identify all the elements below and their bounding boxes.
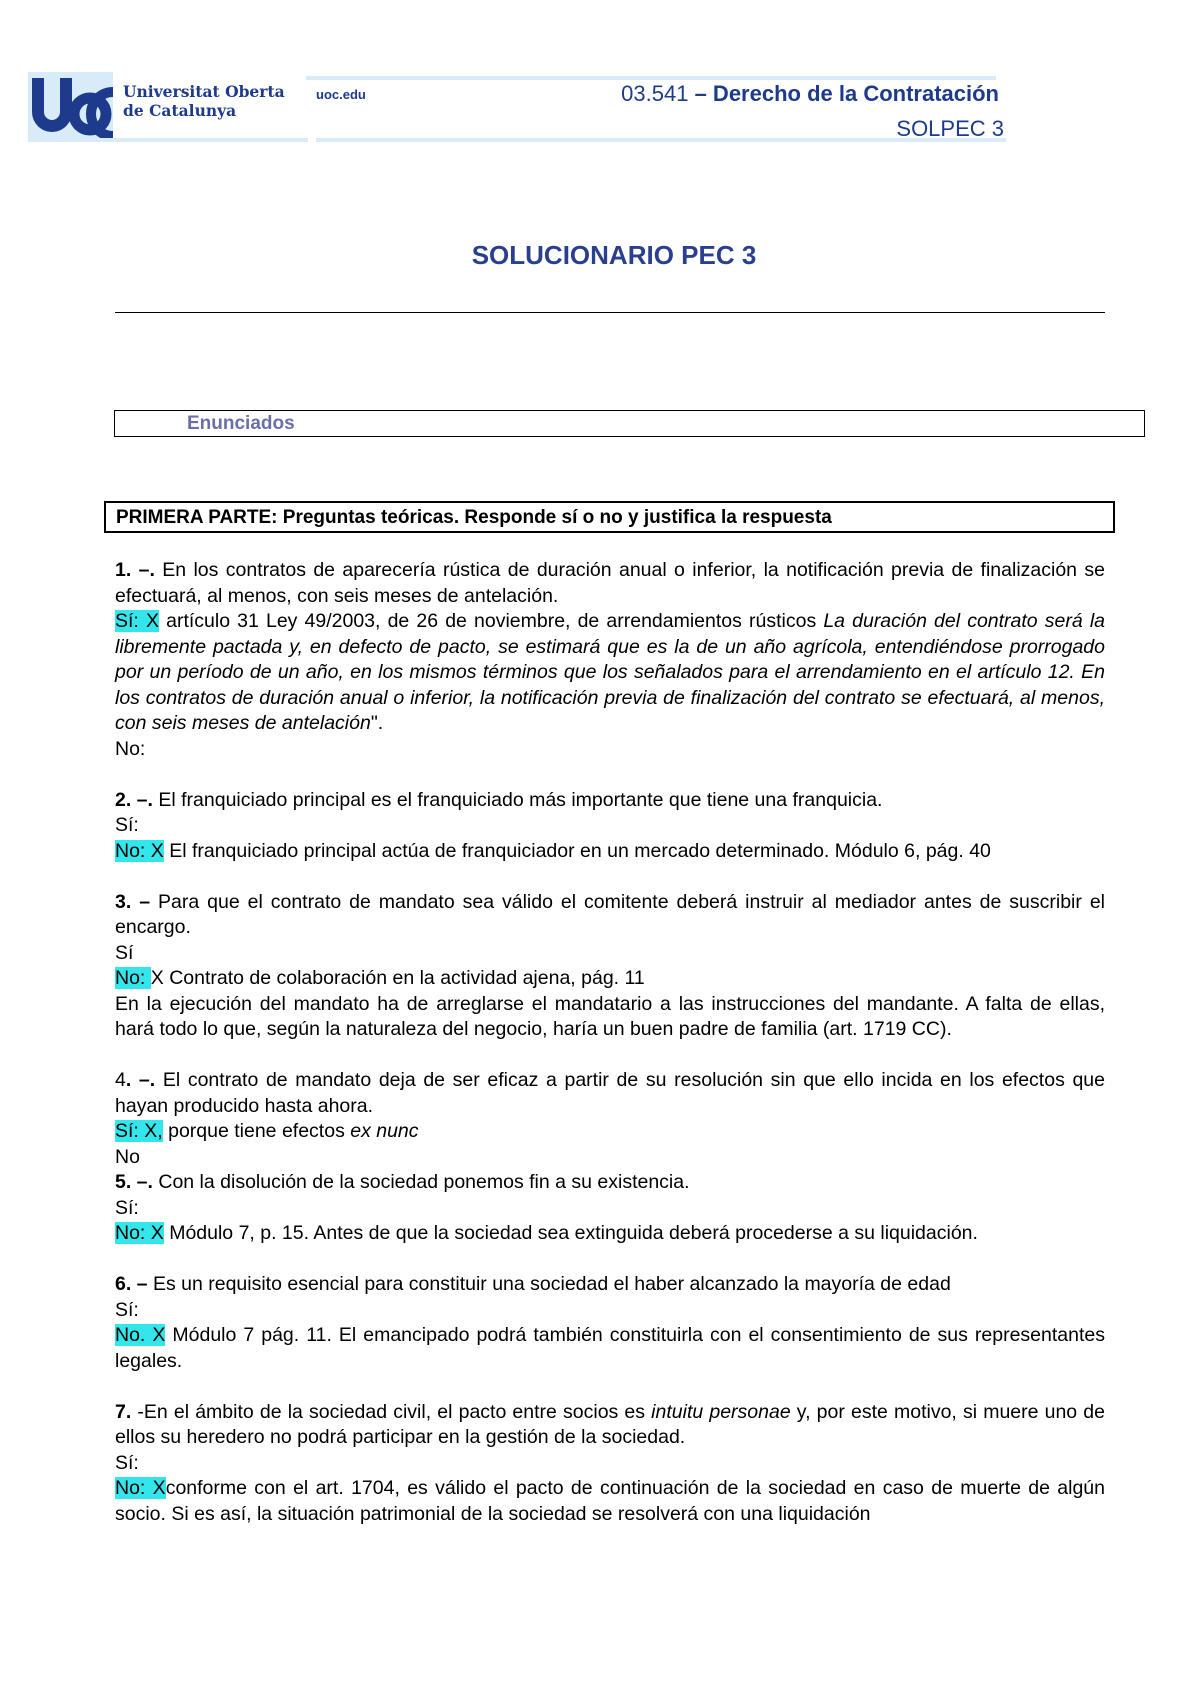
header-bar-top [306,76,996,80]
section-box [114,410,1145,437]
questions-content [115,558,1105,1527]
uoc-logo-icon [28,72,113,142]
answer-1-no: No: [115,737,146,760]
page-title: SOLUCIONARIO PEC 3 [471,240,757,270]
answer-3-no: No: X Contrato de colaboración en la actividad ajena, pág. 11 [115,967,645,989]
answer-4-si: Sí: X, porque tiene efectos ex nunc [115,1120,419,1142]
uoc-url-link[interactable]: uoc.edu [316,87,366,102]
part-heading-box [104,501,1115,533]
answer-5-si: Sí: [115,1196,139,1219]
answer-2-si: Sí: [115,814,139,836]
answer-7-no: No: Xconforme con el art. 1704, es válido el pacto de continuación de la sociedad en caso de muerte de algún socio. Si es así, la situación patrimonial de la sociedad se resolverá con una liquidación [115,1477,1105,1525]
question-7: 7. -En el ámbito de la sociedad civil, el pacto entre socios es intuitu personae y, por este motivo, si muere uno de ellos su heredero no podrá participar en la gestión de la sociedad. [115,1400,1105,1448]
university-name: Universitat Oberta de Catalunya [123,82,285,120]
document-code: SOLPEC 3 [896,116,1004,141]
question-3: 3. – Para que el contrato de mandato sea válido el comitente deberá instruir al mediador antes de suscribir el encargo. [115,890,1105,938]
section-label: Enunciados [187,413,295,434]
question-5: 5. –. Con la disolución de la sociedad ponemos fin a su existencia. [115,1171,690,1193]
answer-6-si: Sí: [115,1298,139,1321]
answer-2-no: No: X El franquiciado principal actúa de franquiciador en un mercado determinado. Módulo 6, pág. 40 [115,839,991,862]
answer-1-si: Sí: X artículo 31 Ley 49/2003, de 26 de noviembre, de arrendamientos rústicos La duración del contrato será la libremente pactada y, en defecto de pacto, se estimará que es la de un año agrícola, entendiéndose prorrogado por un período de un año, en los mismos términos que los señalados para el arrendamiento en el artículo 12. En los contratos de duración anual o inferior, la notificación previa de finalización del contrato se efectuará, al menos, con seis meses de antelación". [115,610,1105,734]
header-bar [28,138,308,142]
title-divider [115,312,1105,313]
answer-3-si: Sí [115,941,134,964]
part-heading: PRIMERA PARTE: Preguntas teóricas. Responde sí o no y justifica la respuesta [116,507,832,528]
question-6: 6. – Es un requisito esencial para constituir una sociedad el haber alcanzado la mayoría de edad [115,1273,951,1295]
answer-4-no: No [115,1145,140,1168]
question-2: 2. –. El franquiciado principal es el franquiciado más importante que tiene una franquicia. [115,788,883,811]
course-title: 03.541 – Derecho de la Contratación [621,81,999,106]
answer-3-extra: En la ejecución del mandato ha de arreglarse el mandatario a las instrucciones del mandante. A falta de ellas, hará todo lo que, según la naturaleza del negocio, haría un buen padre de familia (art. 1719 CC). [115,992,1105,1040]
answer-5-no: No: X Módulo 7, p. 15. Antes de que la sociedad sea extinguida deberá procederse a su liquidación. [115,1222,978,1244]
question-1: 1. –. En los contratos de aparecería rústica de duración anual o inferior, la notificación previa de finalización se efectuará, al menos, con seis meses de antelación. [115,559,1105,607]
answer-7-si: Sí: [115,1451,139,1474]
answer-6-no: No. X Módulo 7 pág. 11. El emancipado podrá también constituirla con el consentimiento de sus representantes legales. [115,1324,1105,1372]
question-4: 4. –. El contrato de mandato deja de ser eficaz a partir de su resolución sin que ello incida en los efectos que hayan producido hasta ahora. [115,1069,1105,1117]
